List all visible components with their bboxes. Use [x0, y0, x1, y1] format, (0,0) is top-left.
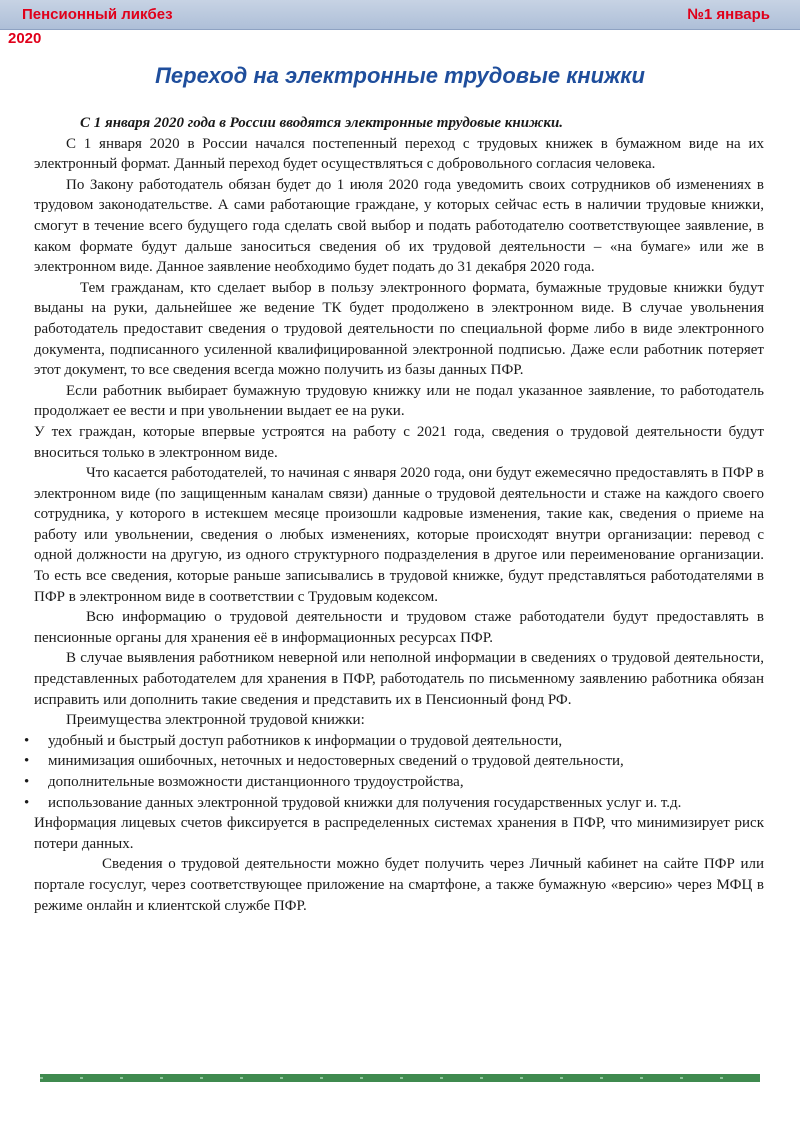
advantages-list [24, 731, 764, 813]
list-item [24, 731, 764, 752]
list-item-text: использование данных электронной трудовой книжки для получения государственных услуг и. т.д. [48, 794, 682, 811]
footer-bar [40, 1074, 760, 1082]
paragraph: Тем гражданам, кто сделает выбор в пользу электронного формата, бумажные трудовые книжки будут выданы на руки, дальнейшее же ведение ТК будет продолжено в электронном виде. В случае увольнения работодатель предоставит сведения о трудовой деятельности по специальной форме либо в виде электронного документа, подписанного усиленной квалифицированной электронной подписью. Даже если работник потеряет этот документ, то все сведения всегда можно получить из базы данных ПФР. [34, 279, 764, 379]
list-item [24, 772, 764, 793]
list-item-text: удобный и быстрый доступ работников к информации о трудовой деятельности, [48, 732, 563, 749]
bullet-icon: • [24, 753, 30, 770]
newsletter-name: Пенсионный ликбез [22, 6, 173, 23]
issue-number: №1 январь [687, 6, 770, 23]
list-item-text: дополнительные возможности дистанционного трудоустройства, [48, 774, 464, 790]
paragraph: Информация лицевых счетов фиксируется в распределенных системах хранения в ПФР, что минимизирует риск потери данных. [34, 815, 764, 852]
bullet-icon: • [24, 774, 30, 790]
paragraph: У тех граждан, которые впервые устроятся на работу с 2021 года, сведения о трудовой деятельности будут вноситься только в электронном виде. [34, 423, 764, 461]
paragraph: С 1 января 2020 в России начался постепенный переход с трудовых книжек в бумажном виде на их электронный формат. Данный переход будет осуществляться с добровольного согласия человека. [34, 135, 764, 173]
page-title: Переход на электронные трудовые книжки [155, 63, 645, 88]
issue-year: 2020 [8, 30, 42, 47]
lead-paragraph: С 1 января 2020 года в России вводятся электронные трудовые книжки. [80, 115, 564, 131]
paragraph: Всю информацию о трудовой деятельности и трудовом стаже работодатели будут предоставлять в пенсионные органы для хранения её в информационных ресурсах ПФР. [34, 609, 764, 646]
paragraph: Если работник выбирает бумажную трудовую книжку или не подал указанное заявление, то работодатель продолжает ее вести и при увольнении выдает ее на руки. [34, 382, 764, 420]
article-body [24, 113, 764, 916]
paragraph: В случае выявления работником неверной или неполной информации в сведениях о трудовой деятельности, представленных работодателем для хранения в ПФР, работодатель по письменному заявлению работника обязан исправить или дополнить такие сведения и представить их в Пенсионный фонд РФ. [34, 650, 764, 708]
list-item [24, 793, 764, 814]
paragraph: Сведения о трудовой деятельности можно будет получить через Личный кабинет на сайте ПФР или портале госуслуг, через соответствующее приложение на смартфоне, а также бумажную «версию» через МФЦ в режиме онлайн и клиентской службе ПФР. [34, 856, 764, 914]
list-item [24, 751, 764, 772]
paragraph: Что касается работодателей, то начиная с января 2020 года, они будут ежемесячно предоставлять в ПФР в электронном виде (по защищенным каналам связи) данные о трудовой деятельности и стаже на каждого своего сотрудника, у которого в истекшем месяце произошли кадровые изменения, такие как, сведения о приеме на работу или увольнении, сведения о любых изменениях, которые происходят внутри организации: перевод с одной должности на другую, из одного структурного подразделения в другое или переименование организации. То есть все сведения, которые раньше записывались в трудовой книжке, будут представляться работодателями в ПФР в электронном виде в соответствии с Трудовым кодексом. [34, 465, 764, 605]
list-item-text: минимизация ошибочных, неточных и недостоверных сведений о трудовой деятельности, [48, 753, 624, 770]
bullet-icon: • [24, 732, 30, 749]
paragraph: По Закону работодатель обязан будет до 1 июля 2020 года уведомить своих сотрудников об изменениях в трудовом законодательстве. А сами работающие граждане, у которых сейчас есть в наличии трудовые книжки, смогут в течение всего будущего года сделать свой выбор и подать работодателю соответствующее заявление, в каком формате будут дальше заноситься сведения об их трудовой деятельности – «на бумаге» или же в электронном виде. Данное заявление необходимо будет подать до 31 декабря 2020 года. [34, 176, 764, 276]
bullet-icon: • [24, 794, 30, 811]
advantages-heading: Преимущества электронной трудовой книжки: [66, 712, 365, 729]
